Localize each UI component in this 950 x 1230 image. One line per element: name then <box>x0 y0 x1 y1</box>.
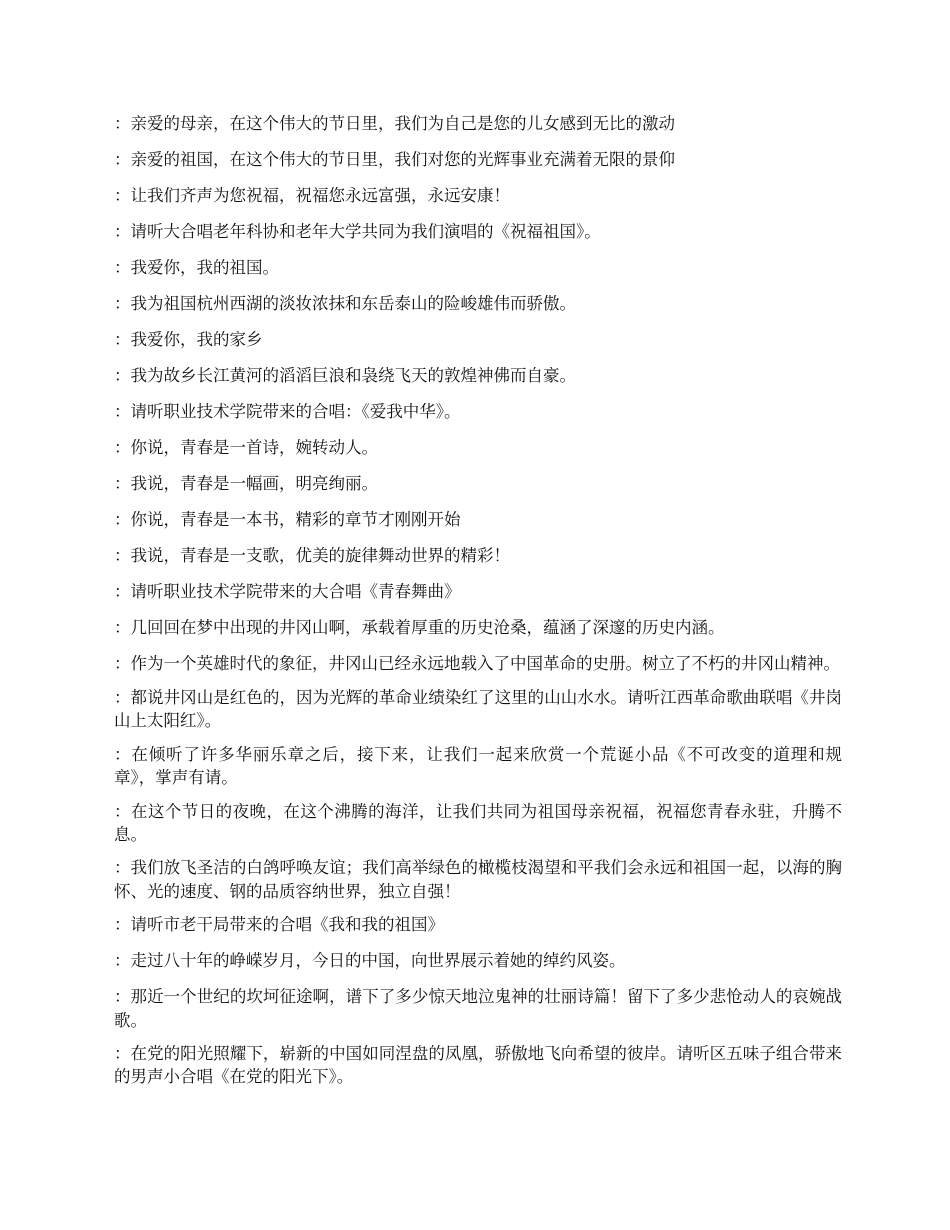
paragraph: ：你说，青春是一本书，精彩的章节才刚刚开始 <box>114 510 461 529</box>
paragraph: ：你说，青春是一首诗，婉转动人。 <box>114 438 378 457</box>
paragraph: ：我为祖国杭州西湖的淡妆浓抹和东岳泰山的险峻雄伟而骄傲。 <box>114 294 576 313</box>
paragraph: ：几回回在梦中出现的井冈山啊，承载着厚重的历史沧桑，蕴涵了深邃的历史内涵。 <box>114 618 725 637</box>
paragraph: ：亲爱的母亲，在这个伟大的节日里，我们为自己是您的儿女感到无比的激动 <box>114 114 675 133</box>
paragraph: ：我说，青春是一支歌，优美的旋律舞动世界的精彩！ <box>114 546 510 565</box>
paragraph: ：让我们齐声为您祝福，祝福您永远富强，永远安康！ <box>114 186 510 205</box>
paragraph: ：走过八十年的峥嵘岁月，今日的中国，向世界展示着她的绰约风姿。 <box>114 951 626 971</box>
paragraph: ：请听市老干局带来的合唱《我和我的祖国》 <box>114 915 444 935</box>
paragraph: ：请听职业技术学院带来的合唱：《爱我中华》。 <box>114 402 461 421</box>
paragraph: ：我说，青春是一幅画，明亮绚丽。 <box>114 474 378 493</box>
paragraph: ：在倾听了许多华丽乐章之后，接下来，让我们一起来欣赏一个荒诞小品《不可改变的道理和规章》，掌声有请。 <box>114 744 842 787</box>
paragraph: ：我们放飞圣洁的白鸽呼唤友谊；我们高举绿色的橄榄枝渴望和平我们会永远和祖国一起，以海的胸怀、光的速度、钢的品质容纳世界，独立自强！ <box>114 858 842 901</box>
paragraph: ：亲爱的祖国，在这个伟大的节日里，我们对您的光辉事业充满着无限的景仰 <box>114 150 675 169</box>
paragraph: ：那近一个世纪的坎坷征途啊，谱下了多少惊天地泣鬼神的壮丽诗篇！留下了多少悲怆动人的哀婉战歌。 <box>114 987 842 1030</box>
paragraph: ：请听大合唱老年科协和老年大学共同为我们演唱的《祝福祖国》。 <box>114 222 601 241</box>
paragraph: ：我为故乡长江黄河的滔滔巨浪和袅绕飞天的敦煌神佛而自豪。 <box>114 366 576 385</box>
paragraph: ：我爱你，我的祖国。 <box>114 258 279 277</box>
document-body <box>114 112 842 1101</box>
paragraph: ：作为一个英雄时代的象征，井冈山已经永远地载入了中国革命的史册。树立了不朽的井冈山精神。 <box>114 654 840 673</box>
paragraph: ：我爱你，我的家乡 <box>114 330 263 349</box>
paragraph: ：在党的阳光照耀下，崭新的中国如同涅盘的凤凰，骄傲地飞向希望的彼岸。请听区五味子组合带来的男声小合唱《在党的阳光下》。 <box>114 1044 842 1087</box>
paragraph: ：都说井冈山是红色的，因为光辉的革命业绩染红了这里的山山水水。请听江西革命歌曲联唱《井岗山上太阳红》。 <box>114 687 842 730</box>
paragraph: ：请听职业技术学院带来的大合唱《青春舞曲》 <box>114 582 461 601</box>
paragraph: ：在这个节日的夜晚，在这个沸腾的海洋，让我们共同为祖国母亲祝福，祝福您青春永驻，升腾不息。 <box>114 801 842 844</box>
